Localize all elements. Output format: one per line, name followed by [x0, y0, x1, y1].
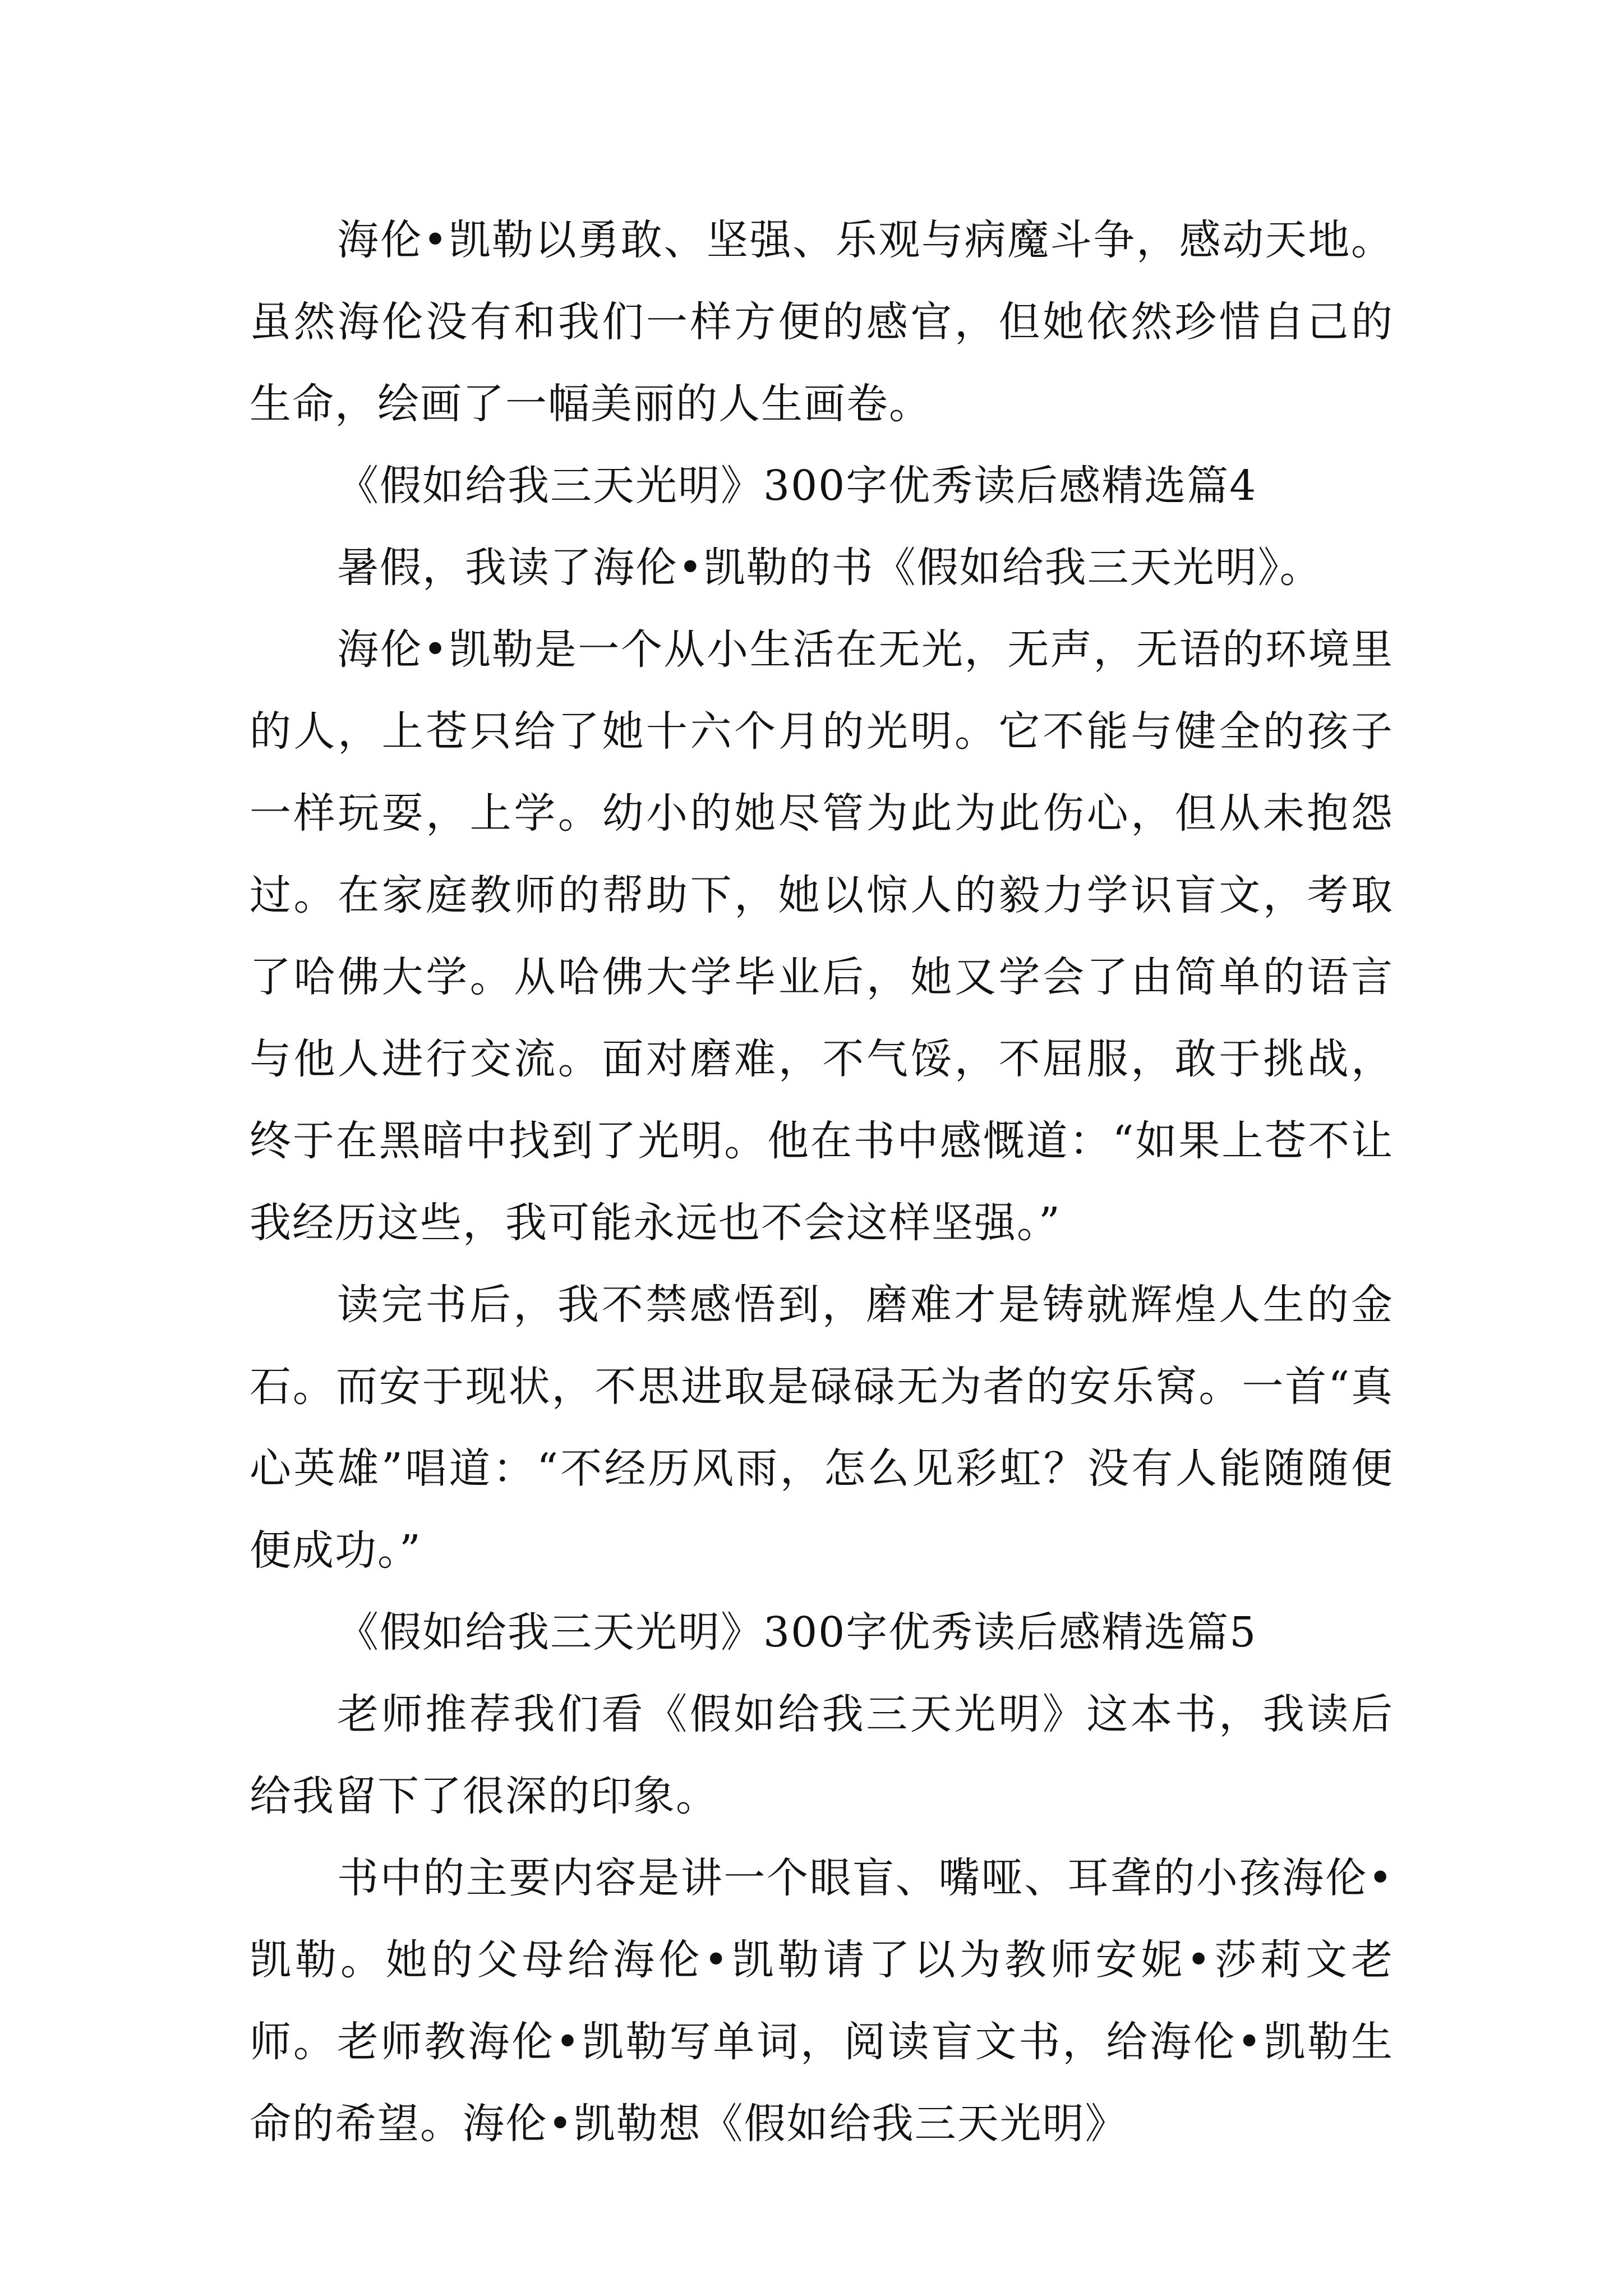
- section-heading-5: 《假如给我三天光明》300字优秀读后感精选篇5: [337, 1608, 1257, 1657]
- paragraph-5: 老师推荐我们看《假如给我三天光明》这本书，我读后给我留下了很深的印象。: [250, 1690, 1394, 1820]
- paragraph-1: 海伦•凯勒以勇敢、坚强、乐观与病魔斗争，感动天地。虽然海伦没有和我们一样方便的感官，但她依然珍惜自己的生命，绘画了一幅美丽的人生画卷。: [250, 216, 1394, 428]
- document-body: [250, 199, 1394, 2165]
- paragraph-4: 读完书后，我不禁感悟到，磨难才是铸就辉煌人生的金石。而安于现状，不思进取是碌碌无为者的安乐窝。一首“真心英雄”唱道：“不经历风雨，怎么见彩虹？没有人能随随便便成功。”: [250, 1281, 1394, 1575]
- paragraph-6: 书中的主要内容是讲一个眼盲、嘴哑、耳聋的小孩海伦•凯勒。她的父母给海伦•凯勒请了以为教师安妮•莎莉文老师。老师教海伦•凯勒写单词，阅读盲文书，给海伦•凯勒生命的希望。海伦•凯勒想《假如给我三天光明》: [250, 1854, 1394, 2148]
- paragraph-3: 海伦•凯勒是一个从小生活在无光，无声，无语的环境里的人，上苍只给了她十六个月的光明。它不能与健全的孩子一样玩耍，上学。幼小的她尽管为此为此伤心，但从未抱怨过。在家庭教师的帮助下，她以惊人的毅力学识盲文，考取了哈佛大学。从哈佛大学毕业后，她又学会了由简单的语言与他人进行交流。面对磨难，不气馁，不屈服，敢于挑战，终于在黑暗中找到了光明。他在书中感慨道：“如果上苍不让我经历这些，我可能永远也不会这样坚强。”: [250, 625, 1394, 1247]
- paragraph-2: 暑假，我读了海伦•凯勒的书《假如给我三天光明》。: [337, 544, 1322, 592]
- section-heading-4: 《假如给我三天光明》300字优秀读后感精选篇4: [337, 462, 1257, 510]
